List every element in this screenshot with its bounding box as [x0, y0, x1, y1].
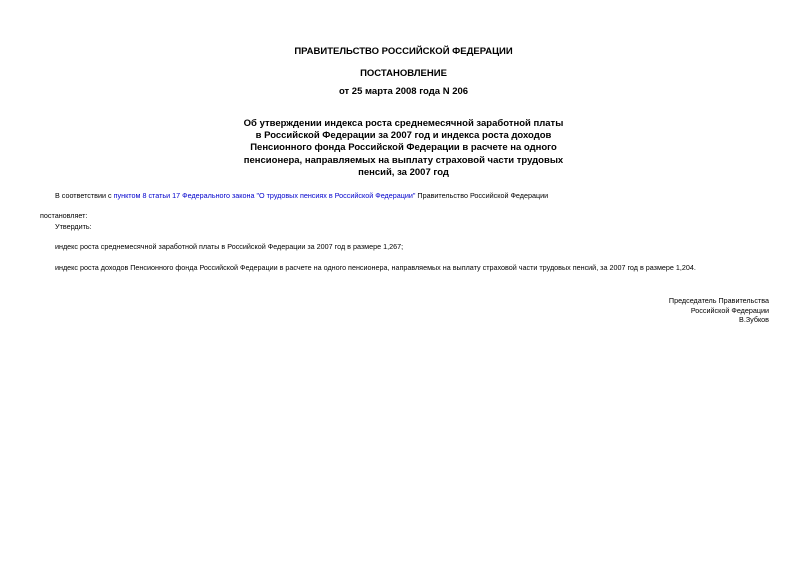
list-item: индекс роста доходов Пенсионного фонда Российской Федерации в расчете на одного пенсионера, направляемых на выплату страховой части трудовых пенсий, за 2007 год в размере 1,204.: [55, 263, 696, 272]
title-line: пенсий, за 2007 год: [358, 166, 449, 178]
federal-law-link[interactable]: Федерального закона "О трудовых пенсиях в Российской Федерации": [182, 191, 416, 200]
signatory-position: Российской Федерации: [690, 305, 769, 315]
preamble-paragraph: [55, 191, 548, 200]
document-type-heading: ПОСТАНОВЛЕНИЕ: [360, 68, 447, 79]
preamble-text: В соответствии с: [55, 191, 114, 200]
title-line: в Российской Федерации за 2007 год и индекса роста доходов: [255, 130, 552, 142]
title-line: пенсионера, направляемых на выплату страховой части трудовых: [243, 154, 564, 166]
signature-block: [549, 296, 769, 325]
document-title: [220, 118, 587, 179]
approve-text: Утвердить:: [55, 222, 92, 231]
government-heading: ПРАВИТЕЛЬСТВО РОССИЙСКОЙ ФЕДЕРАЦИИ: [294, 46, 513, 57]
law-article-link[interactable]: пунктом 8 статьи 17: [113, 191, 181, 200]
date-number-heading: от 25 марта 2008 года N 206: [338, 86, 469, 97]
resolves-text: постановляет:: [40, 211, 88, 220]
list-item: индекс роста среднемесячной заработной платы в Российской Федерации за 2007 год в размере 1,267;: [55, 242, 404, 251]
signatory-position: Председатель Правительства: [668, 296, 769, 305]
signatory-name: В.Зубков: [739, 315, 769, 324]
title-line: Об утверждении индекса роста среднемесячной заработной платы: [243, 118, 564, 129]
preamble-text-end: Правительство Российской Федерации: [415, 191, 549, 200]
title-line: Пенсионного фонда Российской Федерации в расчете на одного: [250, 142, 557, 154]
